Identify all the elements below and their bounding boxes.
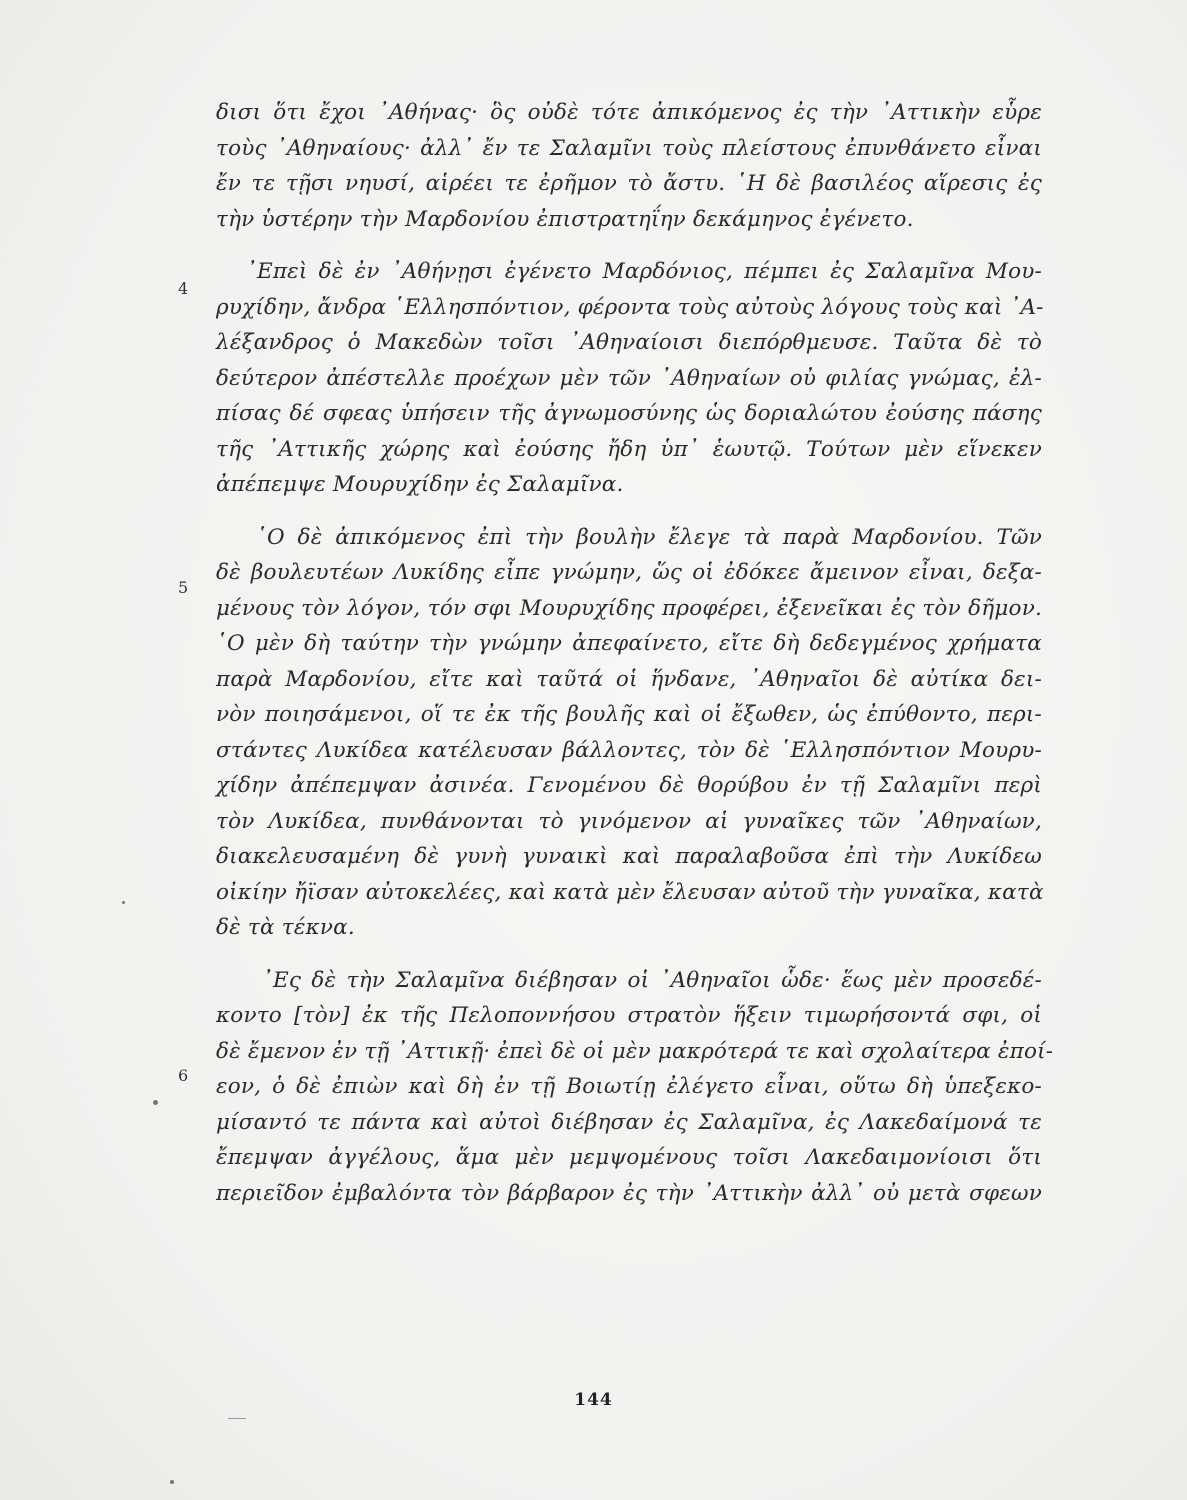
section-number-5: 5 — [178, 578, 189, 597]
text-line: ἔπεμψαν ἀγγέλους, ἅμα μὲν μεμψομένους τοῖσι Λακεδαιμονίοισι ὅτι — [216, 1145, 1042, 1170]
text-line: εον, ὁ δὲ ἐπιὼν καὶ δὴ ἐν τῇ Βοιωτίῃ ἐλέγετο εἶναι, οὕτω δὴ ὑπεξεκο- — [216, 1074, 1042, 1099]
text-line: μίσαντό τε πάντα καὶ αὐτοὶ διέβησαν ἐς Σαλαμῖνα, ἐς Λακεδαίμονά τε — [216, 1109, 1042, 1135]
text-line: ᾿Ες δὲ τὴν Σαλαμῖνα διέβησαν οἱ ᾿Αθηναῖοι ὧδε· ἕως μὲν προσεδέ- — [262, 967, 1042, 993]
text-line: ρυχίδην, ἄνδρα ῾Ελλησπόντιον, φέροντα τοὺς αὐτοὺς λόγους τοὺς καὶ ᾿Α- — [216, 294, 1044, 320]
paragraph-continuation — [216, 95, 1042, 237]
text-line: παρὰ Μαρδονίου, εἴτε καὶ ταῦτά οἱ ἥνδανε, ᾿Αθηναῖοι δὲ αὐτίκα δει- — [216, 666, 1042, 692]
print-speck — [122, 901, 125, 904]
section-number-4: 4 — [178, 279, 189, 298]
text-line: λέξανδρος ὁ Μακεδὼν τοῖσι ᾿Αθηναίοισι διεπόρθμευσε. Ταῦτα δὲ τὸ — [216, 330, 1042, 355]
text-line: ἀπέπεμψε Μουρυχίδην ἐς Σαλαμῖνα. — [216, 472, 624, 497]
text-line: δὲ τὰ τέκνα. — [216, 915, 355, 940]
text-line: πίσας δέ σφεας ὑπήσειν τῆς ἀγνωμοσύνης ὡς δοριαλώτου ἐούσης πάσης — [216, 401, 1042, 426]
print-mark — [228, 1418, 246, 1419]
text-line: μένους τὸν λόγον, τόν σφι Μουρυχίδης προφέρει, ἐξενεῖκαι ἐς τὸν δῆμον. — [216, 595, 1042, 621]
page-number: 144 — [574, 1390, 613, 1410]
text-line: νὸν ποιησάμενοι, οἵ τε ἐκ τῆς βουλῆς καὶ οἱ ἔξωθεν, ὡς ἐπύθοντο, περι- — [216, 702, 1042, 727]
text-line: τοὺς ᾿Αθηναίους· ἀλλ᾿ ἔν τε Σαλαμῖνι τοὺς πλείστους ἐπυνθάνετο εἶναι — [216, 135, 1042, 161]
text-line: τὸν Λυκίδεα, πυνθάνονται τὸ γινόμενον αἱ γυναῖκες τῶν ᾿Αθηναίων, — [216, 808, 1042, 834]
text-line: τὴν ὑστέρην τὴν Μαρδονίου ἐπιστρατηΐην δεκάμηνος ἐγένετο. — [216, 206, 914, 232]
paragraph-section-4 — [216, 254, 1042, 503]
text-line: ῾Ο δὲ ἀπικόμενος ἐπὶ τὴν βουλὴν ἔλεγε τὰ παρὰ Μαρδονίου. Τῶν — [256, 524, 1042, 550]
text-line: δισι ὅτι ἔχοι ᾿Αθήνας· ὃς οὐδὲ τότε ἀπικόμενος ἐς τὴν ᾿Αττικὴν εὗρε — [216, 100, 1042, 125]
section-number-6: 6 — [178, 1066, 189, 1085]
text-line: δὲ βουλευτέων Λυκίδης εἶπε γνώμην, ὥς οἱ ἐδόκεε ἄμεινον εἶναι, δεξα- — [216, 560, 1042, 585]
text-line: χίδην ἀπέπεμψαν ἀσινέα. Γενομένου δὲ θορύβου ἐν τῇ Σαλαμῖνι περὶ — [216, 773, 1042, 798]
text-line: οἰκίην ἤϊσαν αὐτοκελέες, καὶ κατὰ μὲν ἔλευσαν αὐτοῦ τὴν γυναῖκα, κατὰ — [216, 879, 1044, 905]
text-line: δεύτερον ἀπέστελλε προέχων μὲν τῶν ᾿Αθηναίων οὐ φιλίας γνώμας, ἐλ- — [216, 365, 1042, 391]
print-speck — [153, 1100, 158, 1105]
text-line: κοντο [τὸν] ἐκ τῆς Πελοποννήσου στρατὸν ἥξειν τιμωρήσοντά σφι, οἱ — [216, 1003, 1042, 1028]
text-line: ῾Ο μὲν δὴ ταύτην τὴν γνώμην ἀπεφαίνετο, εἴτε δὴ δεδεγμένος χρήματα — [216, 631, 1042, 656]
print-speck — [170, 1480, 174, 1484]
text-line: διακελευσαμένη δὲ γυνὴ γυναικὶ καὶ παραλαβοῦσα ἐπὶ τὴν Λυκίδεω — [216, 844, 1042, 869]
text-line: στάντες Λυκίδεα κατέλευσαν βάλλοντες, τὸν δὲ ῾Ελλησπόντιον Μουρυ- — [216, 737, 1042, 763]
text-line: περιεῖδον ἐμβαλόντα τὸν βάρβαρον ἐς τὴν ᾿Αττικὴν ἀλλ᾿ οὐ μετὰ σφεων — [216, 1180, 1042, 1206]
paragraph-section-5 — [216, 520, 1042, 946]
paragraph-section-6 — [216, 963, 1054, 1212]
text-line: δὲ ἔμενον ἐν τῇ ᾿Αττικῇ· ἐπεὶ δὲ οἱ μὲν μακρότερά τε καὶ σχολαίτερα ἐποί- — [216, 1038, 1054, 1064]
text-line: τῆς ᾿Αττικῆς χώρης καὶ ἐούσης ἤδη ὑπ᾿ ἑωυτῷ. Τούτων μὲν εἵνεκεν — [216, 436, 1042, 462]
greek-text-block — [216, 95, 1054, 1211]
text-line: ᾿Επεὶ δὲ ἐν ᾿Αθήνῃσι ἐγένετο Μαρδόνιος, πέμπει ἐς Σαλαμῖνα Μου- — [246, 259, 1042, 284]
text-line: ἔν τε τῇσι νηυσί, αἱρέει τε ἐρῆμον τὸ ἄστυ. ῾Η δὲ βασιλέος αἵρεσις ἐς — [216, 171, 1042, 196]
